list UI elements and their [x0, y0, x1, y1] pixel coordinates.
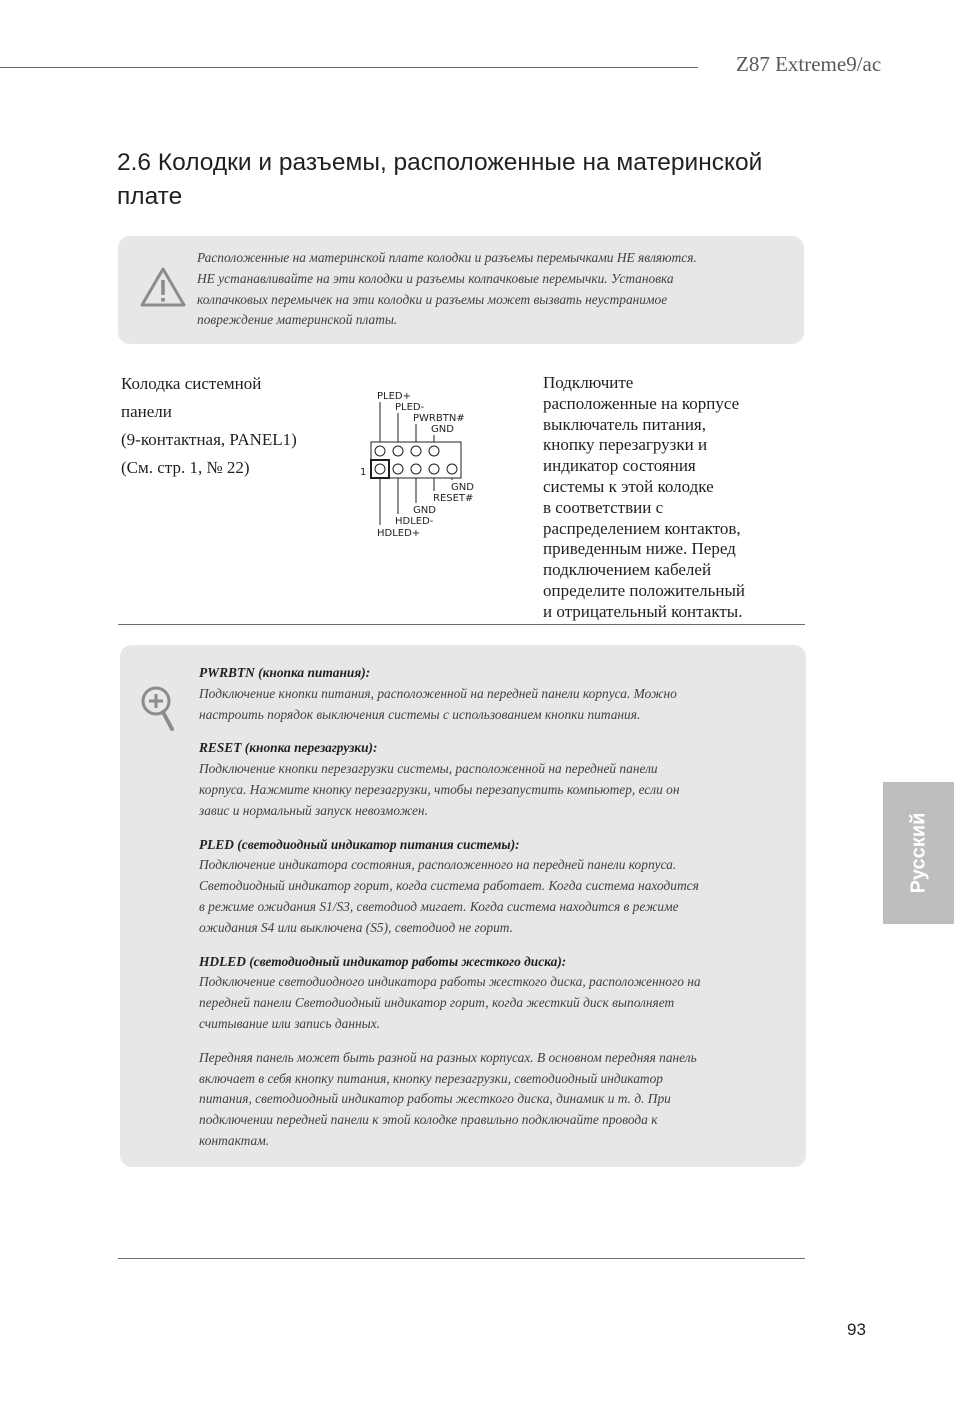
info-line: Подключение кнопки питания, расположенной на передней панели корпуса. Можно	[199, 685, 677, 701]
pin-label-hdled-minus: HDLED-	[395, 516, 434, 527]
description-line: индикатор состояния	[543, 456, 696, 476]
info-line: Светодиодный индикатор горит, когда система работает. Когда система находится	[199, 878, 699, 894]
pin-label-pled-minus: PLED-	[395, 402, 425, 413]
info-line: считывание или запись данных.	[199, 1015, 381, 1031]
info-item-title: HDLED (светодиодный индикатор работы жесткого диска):	[199, 953, 567, 969]
caption-line: панели	[121, 402, 172, 421]
header-rule	[0, 67, 698, 68]
info-line: Подключение светодиодного индикатора работы жесткого диска, расположенного на	[199, 974, 701, 990]
warning-line: Расположенные на материнской плате колодки и разъемы перемычками НЕ являются.	[197, 250, 697, 265]
pin-label-pwrbtn: PWRBTN#	[413, 413, 465, 424]
info-item-reset	[199, 738, 769, 821]
warning-line: повреждение материнской платы.	[197, 312, 398, 328]
info-box	[120, 645, 806, 1167]
description-line: расположенные на корпусе	[543, 393, 740, 413]
pin-circle	[375, 446, 385, 456]
pin-label-gnd-bottom-right: GND	[451, 482, 474, 493]
info-item-title: RESET (кнопка перезагрузки):	[199, 740, 378, 756]
pin-circle	[429, 464, 439, 474]
description-line: определите положительный	[543, 580, 746, 600]
section-title: 2.6 Колодки и разъемы, расположенные на материнской плате	[117, 149, 763, 210]
description-line: подключением кабелей	[543, 560, 712, 580]
info-footer	[199, 1048, 769, 1152]
pin-circle	[429, 446, 439, 456]
info-item-pwrbtn	[199, 663, 769, 725]
pin1-label: 1	[360, 467, 367, 478]
info-line: настроить порядок выключения системы с использованием кнопки питания.	[199, 706, 641, 722]
warning-triangle-icon	[140, 266, 186, 308]
pin-circle	[411, 464, 421, 474]
description-line: Подключите	[543, 373, 634, 392]
description-line: в соответствии с	[543, 497, 664, 517]
description-line: кнопку перезагрузки и	[543, 435, 708, 455]
caption-line: (См. стр. 1, № 22)	[121, 458, 250, 477]
info-line: Подключение индикатора состояния, расположенного на передней панели корпуса.	[199, 857, 677, 873]
caption-line: Колодка системной	[121, 374, 262, 393]
pin-label-pled-plus: PLED+	[377, 391, 411, 402]
pin-label-gnd-bottom: GND	[413, 505, 436, 516]
info-line: передней панели Светодиодный индикатор горит, когда жесткий диск выполняет	[199, 995, 675, 1011]
description-line: приведенным ниже. Перед	[543, 539, 736, 559]
pin-circle	[393, 464, 403, 474]
pin-circle	[447, 464, 457, 474]
magnifier-plus-icon	[140, 685, 176, 735]
info-item-title: PWRBTN (кнопка питания):	[199, 665, 371, 680]
warning-box	[118, 236, 804, 344]
language-tab-label: Русский	[907, 812, 929, 894]
panel1-pin-diagram	[354, 386, 494, 544]
panel-description	[543, 373, 758, 623]
warning-line: колпачковых перемычек на эти колодки и разъемы может вызвать неустранимое	[197, 291, 668, 307]
footer-rule	[118, 1258, 805, 1259]
info-item-hdled	[199, 952, 769, 1035]
info-item-pled	[199, 835, 769, 939]
description-line: системы к этой колодке	[543, 476, 714, 496]
info-footer-line: подключении передней панели к этой колодке правильно подключайте провода к	[199, 1112, 658, 1128]
info-line: Подключение кнопки перезагрузки системы, расположенной на передней панели	[199, 761, 658, 777]
page-number: 93	[847, 1320, 866, 1339]
pin-label-hdled-plus: HDLED+	[377, 528, 421, 539]
info-line: ожидания S4 или выключена (S5), светодиод не горит.	[199, 919, 513, 935]
model-name: Z87 Extreme9/ac	[736, 52, 882, 76]
pin-circle	[411, 446, 421, 456]
section-divider	[118, 624, 805, 625]
info-line: в режиме ожидания S1/S3, светодиод мигает. Когда система находится в режиме	[199, 898, 679, 914]
caption-line: (9-контактная, PANEL1)	[121, 430, 297, 449]
pin-label-gnd-top: GND	[431, 424, 454, 435]
info-line: корпуса. Нажмите кнопку перезагрузки, чтобы перезапустить компьютер, если он	[199, 781, 680, 797]
pin-circle	[393, 446, 403, 456]
language-tab	[883, 782, 954, 924]
description-line: выключатель питания,	[543, 414, 707, 434]
warning-text	[197, 248, 782, 331]
description-line: распределением контактов,	[543, 518, 741, 538]
panel-caption	[121, 370, 361, 482]
pin-label-reset: RESET#	[433, 493, 474, 504]
pin-circle	[375, 464, 385, 474]
info-footer-line: Передняя панель может быть разной на разных корпусах. В основном передняя панель	[199, 1049, 697, 1065]
description-line: и отрицательный контакты.	[543, 601, 743, 621]
info-item-title: PLED (светодиодный индикатор питания системы):	[199, 836, 520, 852]
info-line: завис и нормальный запуск невозможен.	[199, 802, 428, 818]
info-content	[199, 663, 769, 1165]
warning-line: НЕ устанавливайте на эти колодки и разъемы колпачковые перемычки. Установка	[197, 270, 674, 286]
info-footer-line: контактам.	[199, 1132, 270, 1148]
info-footer-line: питания, светодиодный индикатор работы жесткого диска, динамик и т. д. При	[199, 1091, 671, 1107]
info-footer-line: включает в себя кнопку питания, кнопку перезагрузки, светодиодный индикатор	[199, 1070, 663, 1086]
